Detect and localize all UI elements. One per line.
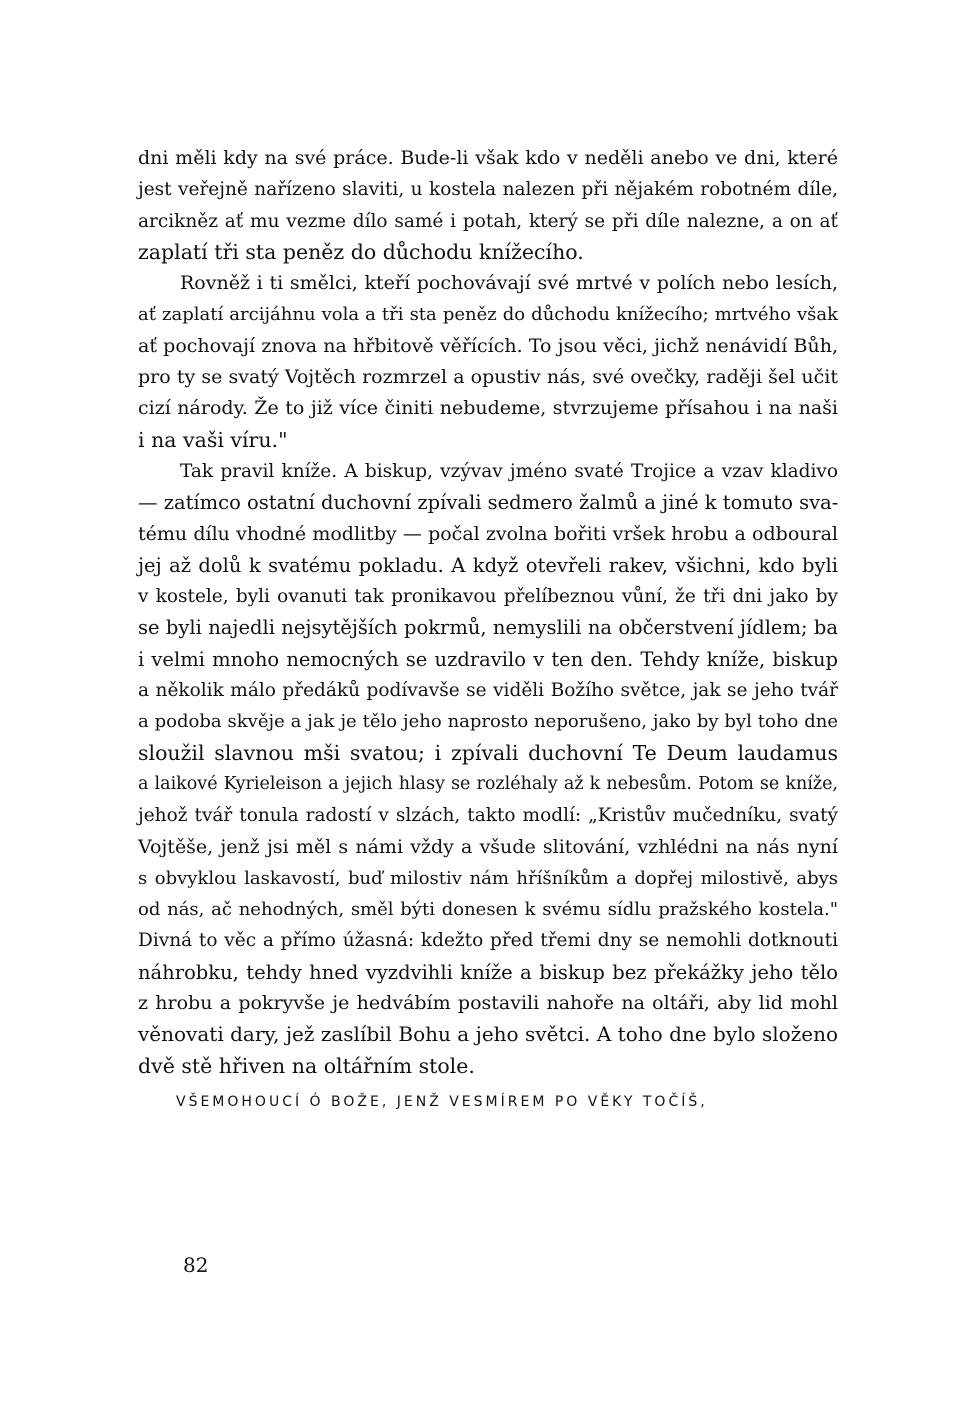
- text-line: se byli najedli nejsytějších pokrmů, nemyslili na občerstvení jídlem; ba: [138, 616, 838, 640]
- paragraph: [138, 143, 838, 268]
- text-line: i na vaši víru.": [138, 427, 288, 452]
- text-line: Tak pravil kníže. A biskup, vzývav jméno svaté Trojice a vzav kladivo: [180, 460, 838, 482]
- text-line: Rovněž i ti smělci, kteří pochovávají své mrtvé v polích nebo lesích,: [180, 272, 838, 295]
- text-line: arcikněz ať mu vezme dílo samé i potah, který se při díle nalezne, a on ať: [138, 210, 838, 232]
- page-number: 82: [183, 1253, 209, 1277]
- text-line: z hrobu a pokryvše je hedvábím postavili nahoře na oltáři, aby lid mohl: [138, 992, 838, 1015]
- text-line: s obvyklou laskavostí, buď milostiv nám hříšníkům a dopřej milostivě, abys: [138, 867, 838, 889]
- text-line: cizí národy. Že to již více činiti nebudeme, stvrzujeme přísahou i na naši: [138, 397, 838, 420]
- text-line: sloužil slavnou mši svatou; i zpívali duchovní Te Deum laudamus: [138, 740, 838, 765]
- text-line: ať pochovají znova na hřbitově věřících. To jsou věci, jichž nenávidí Bůh,: [138, 334, 838, 357]
- text-line: zaplatí tři sta peněz do důchodu knížecího.: [138, 239, 584, 264]
- paragraph: [138, 456, 838, 1082]
- text-line: i velmi mnoho nemocných se uzdravilo v ten den. Tehdy kníže, biskup: [138, 647, 838, 671]
- text-line: náhrobku, tehdy hned vyzdvihli kníže a biskup bez překážky jeho tělo: [138, 960, 838, 984]
- text-line: Vojtěše, jenž jsi měl s námi vždy a všude slitování, vzhlédni na nás nyní: [138, 835, 838, 858]
- small-caps-heading-line: VŠEMOHOUCÍ Ó BOŽE, JENŽ VESMÍREM PO VĚKY TOČÍŠ,: [176, 1093, 708, 1110]
- text-line: od nás, ač nehodných, směl býti donesen k svému sídlu pražského kostela.": [138, 899, 838, 921]
- text-line: ať zaplatí arcijáhnu vola a tři sta peněz do důchodu knížecího; mrtvého však: [138, 304, 838, 326]
- text-line: dni měli kdy na své práce. Bude-li však kdo v neděli anebo ve dni, které: [138, 147, 838, 169]
- text-line: jest veřejně nařízeno slaviti, u kostela nalezen při nějakém robotném díle,: [138, 179, 838, 201]
- text-line: věnovati dary, jež zaslíbil Bohu a jeho světci. A toho dne bylo složeno: [138, 1022, 838, 1047]
- paragraph: [138, 268, 838, 456]
- text-line: Divná to věc a přímo úžasná: kdežto před třemi dny se nemohli dotknouti: [138, 930, 838, 952]
- text-line: jej až dolů k svatému pokladu. A když otevřeli rakev, všichni, kdo byli: [138, 553, 838, 577]
- text-line: a podoba skvěje a jak je tělo jeho naprosto neporušeno, jako by byl toho dne: [138, 711, 838, 733]
- text-line: a několik málo předáků podívavše se viděli Božího světce, jak se jeho tvář: [138, 680, 838, 702]
- text-line: a laikové Kyrieleison a jejich hlasy se rozléhaly až k nebesům. Potom se kníže,: [138, 773, 838, 794]
- text-line: dvě stě hřiven na oltářním stole.: [138, 1053, 475, 1078]
- text-line: — zatímco ostatní duchovní zpívali sedmero žalmů a jiné k tomuto sva-: [138, 491, 839, 515]
- text-line: v kostele, byli ovanuti tak pronikavou přelíbeznou vůní, že tři dni jako by: [138, 586, 838, 608]
- text-line: tému dílu vhodné modlitby — počal zvolna bořiti vršek hrobu a odboural: [138, 522, 838, 545]
- text-line: jehož tvář tonula radostí v slzách, takto modlí: „Kristův mučedníku, svatý: [138, 805, 838, 827]
- body-text: [138, 143, 838, 1114]
- text-line: pro ty se svatý Vojtěch rozmrzel a opustiv nás, své ovečky, raději šel učit: [138, 366, 838, 389]
